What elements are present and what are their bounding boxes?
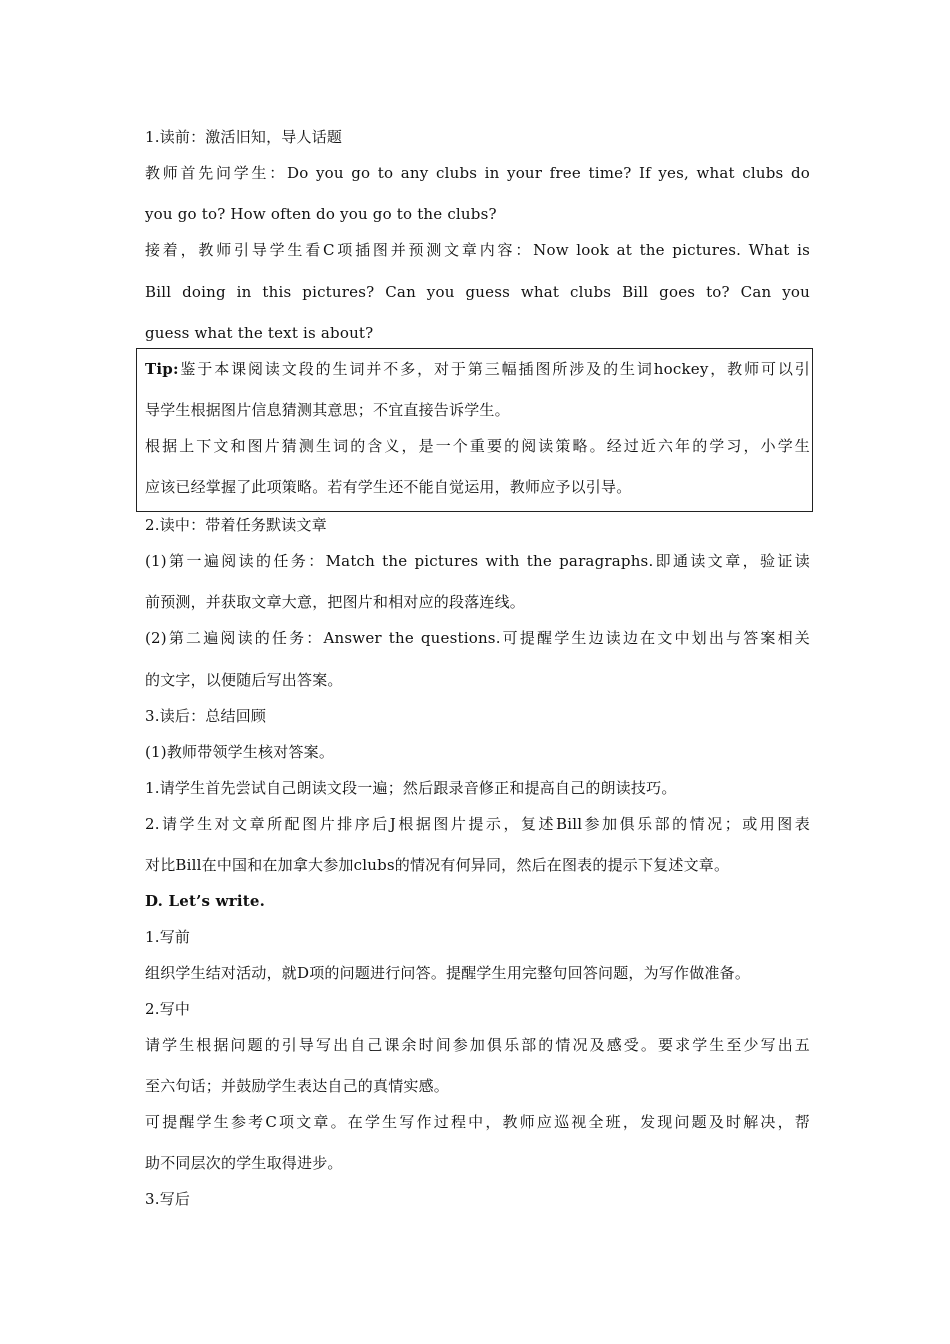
writing-post-heading: 3.写后 <box>145 1190 191 1208</box>
reading-post-item-3-line-1: 2.请学生对文章所配图片排序后J根据图片提示，复述Bill参加俱乐部的情况；或用图表 <box>145 815 810 833</box>
reading-pre-paragraph-2-line-3: guess what the text is about? <box>145 324 374 342</box>
writing-during-heading: 2.写中 <box>145 1000 191 1018</box>
writing-pre-text: 组织学生结对活动，就D项的问题进行问答。提醒学生用完整句回答问题，为写作做准备。 <box>145 964 751 982</box>
reading-pre-paragraph-2-line-1: 接着，教师引导学生看C项插图并预测文章内容：Now look at the pictures. What is <box>145 241 810 259</box>
reading-post-item-2: 1.请学生首先尝试自己朗读文段一遍；然后跟录音修正和提高自己的朗读技巧。 <box>145 779 677 797</box>
reading-post-item-1: (1)教师带领学生核对答案。 <box>145 743 335 761</box>
tip-label: Tip: <box>145 360 179 378</box>
writing-during-line-3: 可提醒学生参考C项文章。在学生写作过程中，教师应巡视全班，发现问题及时解决，帮 <box>145 1113 810 1131</box>
reading-pre-paragraph-2-line-2: Bill doing in this pictures? Can you guess what clubs Bill goes to? Can you <box>145 283 810 301</box>
tip-line-1 <box>145 359 810 379</box>
reading-post-item-3-line-2: 对比Bill在中国和在加拿大参加clubs的情况有何异同，然后在图表的提示下复述文章。 <box>145 856 730 874</box>
tip-line-3: 根据上下文和图片猜测生词的含义，是一个重要的阅读策略。经过近六年的学习，小学生 <box>145 437 810 455</box>
reading-pre-paragraph-1-line-1: 教师首先问学生：Do you go to any clubs in your free time? If yes, what clubs do <box>145 164 810 182</box>
tip-line-2: 导学生根据图片信息猜测其意思；不宜直接告诉学生。 <box>145 401 510 419</box>
reading-during-task-2-line-2: 的文字，以便随后写出答案。 <box>145 671 343 689</box>
writing-during-line-1: 请学生根据问题的引导写出自己课余时间参加俱乐部的情况及感受。要求学生至少写出五 <box>145 1036 810 1054</box>
writing-during-line-4: 助不同层次的学生取得进步。 <box>145 1154 343 1172</box>
reading-during-task-2-line-1: (2)第二遍阅读的任务：Answer the questions.可提醒学生边读边在文中划出与答案相关 <box>145 629 810 647</box>
reading-during-task-1-line-2: 前预测，并获取文章大意，把图片和相对应的段落连线。 <box>145 593 526 611</box>
writing-heading: D. Let’s write. <box>145 892 266 910</box>
reading-during-task-1-line-1: (1)第一遍阅读的任务：Match the pictures with the paragraphs.即通读文章，验证读 <box>145 552 810 570</box>
reading-post-heading: 3.读后：总结回顾 <box>145 707 267 725</box>
reading-pre-paragraph-1-line-2: you go to? How often do you go to the clubs? <box>145 205 497 223</box>
writing-during-line-2: 至六句话；并鼓励学生表达自己的真情实感。 <box>145 1077 450 1095</box>
tip-line-4: 应该已经掌握了此项策略。若有学生还不能自觉运用，教师应予以引导。 <box>145 478 632 496</box>
writing-pre-heading: 1.写前 <box>145 928 191 946</box>
reading-during-heading: 2.读中：带着任务默读文章 <box>145 516 327 534</box>
tip-line-1-text: 鉴于本课阅读文段的生词并不多，对于第三幅插图所涉及的生词hockey，教师可以引 <box>178 360 810 378</box>
reading-pre-heading: 1.读前：激活旧知，导人话题 <box>145 128 343 146</box>
